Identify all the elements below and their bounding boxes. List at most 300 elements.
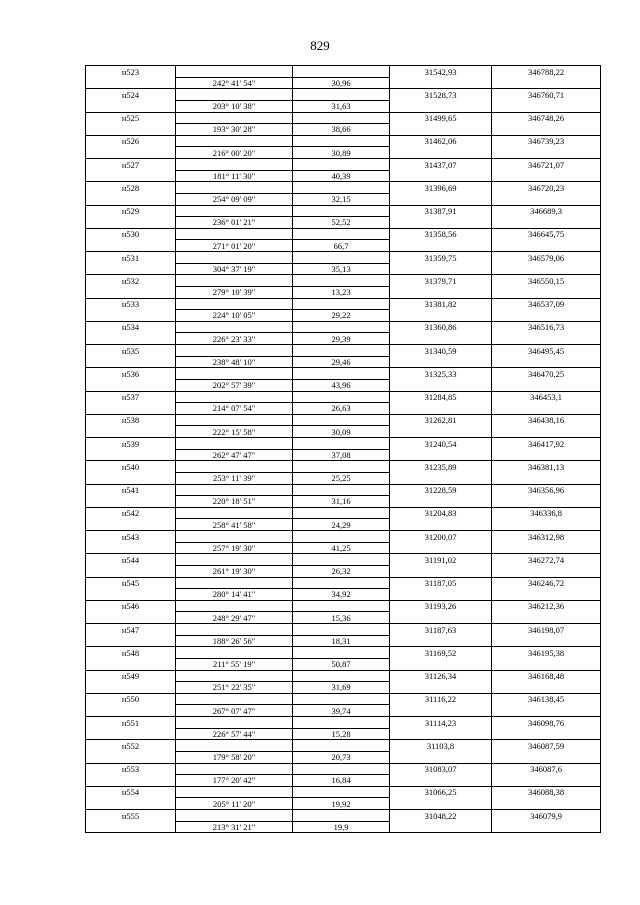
length-cell-empty (293, 89, 390, 101)
page-number: 829 (310, 38, 330, 53)
x-coordinate-cell: 31126,34 (390, 670, 492, 682)
x-coordinate-cell-cont (390, 635, 492, 647)
point-row (86, 554, 601, 566)
length-cell-empty (293, 368, 390, 380)
bearing-cell: 202° 57' 39" (176, 379, 293, 391)
x-coordinate-cell-cont (390, 100, 492, 112)
point-name-cell: н543 (86, 531, 176, 543)
length-cell: 31,69 (293, 682, 390, 694)
point-name-cell: н528 (86, 182, 176, 194)
span-row (86, 496, 601, 508)
length-cell-empty (293, 484, 390, 496)
length-cell: 35,13 (293, 263, 390, 275)
y-coordinate-cell: 346788,22 (492, 66, 601, 78)
point-name-cell-cont (86, 798, 176, 810)
y-coordinate-cell: 346470,25 (492, 368, 601, 380)
point-name-cell: н555 (86, 810, 176, 822)
bearing-cell: 261° 19' 30" (176, 565, 293, 577)
y-coordinate-cell-cont (492, 705, 601, 717)
length-cell-empty (293, 577, 390, 589)
bearing-cell-empty (176, 670, 293, 682)
point-name-cell-cont (86, 565, 176, 577)
x-coordinate-cell-cont (390, 124, 492, 136)
x-coordinate-cell: 31048,22 (390, 810, 492, 822)
point-row (86, 624, 601, 636)
span-row (86, 147, 601, 159)
length-cell: 19,92 (293, 798, 390, 810)
point-row (86, 321, 601, 333)
bearing-cell-empty (176, 438, 293, 450)
point-name-cell: н545 (86, 577, 176, 589)
point-name-cell: н549 (86, 670, 176, 682)
point-name-cell-cont (86, 240, 176, 252)
length-cell-empty (293, 647, 390, 659)
bearing-cell-empty (176, 414, 293, 426)
span-row (86, 472, 601, 484)
point-name-cell-cont (86, 217, 176, 229)
point-row (86, 391, 601, 403)
x-coordinate-cell-cont (390, 217, 492, 229)
length-cell-empty (293, 228, 390, 240)
point-name-cell: н533 (86, 298, 176, 310)
length-cell: 40,39 (293, 170, 390, 182)
bearing-cell-empty (176, 89, 293, 101)
bearing-cell: 257° 19' 30" (176, 542, 293, 554)
x-coordinate-cell-cont (390, 519, 492, 531)
point-row (86, 205, 601, 217)
point-name-cell-cont (86, 519, 176, 531)
length-cell: 13,23 (293, 286, 390, 298)
length-cell: 31,16 (293, 496, 390, 508)
y-coordinate-cell: 346438,16 (492, 414, 601, 426)
point-name-cell-cont (86, 728, 176, 740)
bearing-cell-empty (176, 810, 293, 822)
length-cell: 32,15 (293, 193, 390, 205)
y-coordinate-cell: 346689,3 (492, 205, 601, 217)
point-name-cell-cont (86, 589, 176, 601)
point-name-cell-cont (86, 77, 176, 89)
x-coordinate-cell: 31396,69 (390, 182, 492, 194)
bearing-cell-empty (176, 252, 293, 264)
length-cell: 30,89 (293, 147, 390, 159)
y-coordinate-cell: 346198,07 (492, 624, 601, 636)
point-row (86, 228, 601, 240)
y-coordinate-cell-cont (492, 658, 601, 670)
bearing-cell-empty (176, 66, 293, 78)
y-coordinate-cell-cont (492, 333, 601, 345)
bearing-cell-empty (176, 693, 293, 705)
x-coordinate-cell-cont (390, 263, 492, 275)
x-coordinate-cell: 31193,26 (390, 600, 492, 612)
y-coordinate-cell-cont (492, 496, 601, 508)
y-coordinate-cell-cont (492, 379, 601, 391)
length-cell-empty (293, 345, 390, 357)
length-cell: 20,73 (293, 751, 390, 763)
y-coordinate-cell: 346721,07 (492, 159, 601, 171)
x-coordinate-cell: 31200,07 (390, 531, 492, 543)
bearing-cell: 253° 11' 39" (176, 472, 293, 484)
bearing-cell: 205° 11' 20" (176, 798, 293, 810)
x-coordinate-cell: 31358,56 (390, 228, 492, 240)
length-cell: 31,63 (293, 100, 390, 112)
point-name-cell: н547 (86, 624, 176, 636)
span-row (86, 124, 601, 136)
point-row (86, 763, 601, 775)
bearing-cell-empty (176, 321, 293, 333)
length-cell: 16,84 (293, 775, 390, 787)
point-row (86, 414, 601, 426)
point-name-cell: н526 (86, 135, 176, 147)
point-row (86, 298, 601, 310)
y-coordinate-cell-cont (492, 519, 601, 531)
y-coordinate-cell: 346516,73 (492, 321, 601, 333)
point-name-cell-cont (86, 356, 176, 368)
length-cell-empty (293, 112, 390, 124)
point-name-cell: н539 (86, 438, 176, 450)
x-coordinate-cell: 31191,02 (390, 554, 492, 566)
x-coordinate-cell-cont (390, 682, 492, 694)
y-coordinate-cell: 346087,6 (492, 763, 601, 775)
length-cell: 29,22 (293, 310, 390, 322)
length-cell-empty (293, 600, 390, 612)
span-row (86, 682, 601, 694)
y-coordinate-cell-cont (492, 124, 601, 136)
point-name-cell-cont (86, 147, 176, 159)
length-cell-empty (293, 624, 390, 636)
length-cell: 41,25 (293, 542, 390, 554)
point-row (86, 647, 601, 659)
x-coordinate-cell-cont (390, 542, 492, 554)
span-row (86, 728, 601, 740)
length-cell-empty (293, 740, 390, 752)
bearing-cell: 248° 29' 47" (176, 612, 293, 624)
length-cell-empty (293, 531, 390, 543)
length-cell-empty (293, 763, 390, 775)
point-name-cell-cont (86, 705, 176, 717)
x-coordinate-cell-cont (390, 589, 492, 601)
bearing-cell-empty (176, 531, 293, 543)
y-coordinate-cell: 346760,71 (492, 89, 601, 101)
point-name-cell: н524 (86, 89, 176, 101)
y-coordinate-cell-cont (492, 635, 601, 647)
x-coordinate-cell: 31103,8 (390, 740, 492, 752)
span-row (86, 821, 601, 833)
bearing-cell-empty (176, 647, 293, 659)
bearing-cell-empty (176, 391, 293, 403)
bearing-cell: 280° 14' 41" (176, 589, 293, 601)
span-row (86, 217, 601, 229)
point-name-cell-cont (86, 612, 176, 624)
point-name-cell-cont (86, 635, 176, 647)
span-row (86, 100, 601, 112)
point-name-cell: н537 (86, 391, 176, 403)
bearing-cell-empty (176, 205, 293, 217)
x-coordinate-cell-cont (390, 379, 492, 391)
point-name-cell: н527 (86, 159, 176, 171)
point-row (86, 740, 601, 752)
point-name-cell-cont (86, 379, 176, 391)
point-name-cell-cont (86, 170, 176, 182)
length-cell: 30,09 (293, 426, 390, 438)
y-coordinate-cell-cont (492, 100, 601, 112)
y-coordinate-cell: 346495,45 (492, 345, 601, 357)
y-coordinate-cell-cont (492, 565, 601, 577)
point-name-cell: н546 (86, 600, 176, 612)
bearing-cell: 213° 31' 21" (176, 821, 293, 833)
bearing-cell: 242° 41' 54" (176, 77, 293, 89)
x-coordinate-cell: 31360,86 (390, 321, 492, 333)
length-cell-empty (293, 670, 390, 682)
bearing-cell: 254° 09' 09" (176, 193, 293, 205)
x-coordinate-cell-cont (390, 356, 492, 368)
length-cell: 66,7 (293, 240, 390, 252)
length-cell-empty (293, 461, 390, 473)
point-row (86, 135, 601, 147)
point-name-cell: н534 (86, 321, 176, 333)
point-row (86, 159, 601, 171)
y-coordinate-cell: 346212,36 (492, 600, 601, 612)
y-coordinate-cell: 346098,76 (492, 717, 601, 729)
point-name-cell: н552 (86, 740, 176, 752)
x-coordinate-cell-cont (390, 426, 492, 438)
bearing-cell: 226° 57' 44" (176, 728, 293, 740)
y-coordinate-cell: 346087,59 (492, 740, 601, 752)
x-coordinate-cell-cont (390, 751, 492, 763)
length-cell-empty (293, 693, 390, 705)
x-coordinate-cell-cont (390, 658, 492, 670)
bearing-cell: 222° 15' 58" (176, 426, 293, 438)
y-coordinate-cell-cont (492, 589, 601, 601)
y-coordinate-cell-cont (492, 612, 601, 624)
x-coordinate-cell: 31381,82 (390, 298, 492, 310)
point-name-cell: н541 (86, 484, 176, 496)
point-name-cell: н535 (86, 345, 176, 357)
bearing-cell: 193° 30' 28" (176, 124, 293, 136)
x-coordinate-cell: 31499,65 (390, 112, 492, 124)
length-cell: 38,66 (293, 124, 390, 136)
y-coordinate-cell: 346537,09 (492, 298, 601, 310)
bearing-cell-empty (176, 786, 293, 798)
point-name-cell: н553 (86, 763, 176, 775)
x-coordinate-cell-cont (390, 565, 492, 577)
length-cell: 29,39 (293, 333, 390, 345)
point-row (86, 461, 601, 473)
point-name-cell: н550 (86, 693, 176, 705)
span-row (86, 426, 601, 438)
length-cell: 26,63 (293, 403, 390, 415)
y-coordinate-cell: 346720,23 (492, 182, 601, 194)
y-coordinate-cell-cont (492, 775, 601, 787)
span-row (86, 333, 601, 345)
span-row (86, 612, 601, 624)
span-row (86, 751, 601, 763)
y-coordinate-cell-cont (492, 728, 601, 740)
point-row (86, 670, 601, 682)
length-cell: 26,32 (293, 565, 390, 577)
bearing-cell: 177° 20' 42" (176, 775, 293, 787)
x-coordinate-cell: 31187,63 (390, 624, 492, 636)
x-coordinate-cell: 31235,89 (390, 461, 492, 473)
x-coordinate-cell-cont (390, 193, 492, 205)
length-cell-empty (293, 321, 390, 333)
length-cell: 24,29 (293, 519, 390, 531)
point-name-cell: н523 (86, 66, 176, 78)
x-coordinate-cell-cont (390, 821, 492, 833)
y-coordinate-cell-cont (492, 542, 601, 554)
point-name-cell: н551 (86, 717, 176, 729)
bearing-cell: 267° 07' 47" (176, 705, 293, 717)
y-coordinate-cell: 346246,72 (492, 577, 601, 589)
y-coordinate-cell-cont (492, 426, 601, 438)
x-coordinate-cell: 31462,06 (390, 135, 492, 147)
x-coordinate-cell-cont (390, 170, 492, 182)
bearing-cell: 226° 23' 33" (176, 333, 293, 345)
point-name-cell-cont (86, 124, 176, 136)
bearing-cell-empty (176, 507, 293, 519)
point-name-cell: н542 (86, 507, 176, 519)
bearing-cell-empty (176, 740, 293, 752)
x-coordinate-cell: 31359,75 (390, 252, 492, 264)
bearing-cell-empty (176, 461, 293, 473)
x-coordinate-cell: 31262,81 (390, 414, 492, 426)
span-row (86, 519, 601, 531)
x-coordinate-cell: 31542,93 (390, 66, 492, 78)
x-coordinate-cell-cont (390, 240, 492, 252)
bearing-cell: 179° 58' 20" (176, 751, 293, 763)
span-row (86, 310, 601, 322)
bearing-cell-empty (176, 763, 293, 775)
length-cell: 15,36 (293, 612, 390, 624)
x-coordinate-cell: 31114,23 (390, 717, 492, 729)
bearing-cell-empty (176, 600, 293, 612)
length-cell: 43,96 (293, 379, 390, 391)
point-name-cell-cont (86, 449, 176, 461)
y-coordinate-cell: 346168,48 (492, 670, 601, 682)
span-row (86, 449, 601, 461)
bearing-cell-empty (176, 484, 293, 496)
length-cell-empty (293, 391, 390, 403)
bearing-cell: 236° 01' 21" (176, 217, 293, 229)
point-name-cell-cont (86, 193, 176, 205)
point-row (86, 438, 601, 450)
y-coordinate-cell: 346381,13 (492, 461, 601, 473)
bearing-cell-empty (176, 159, 293, 171)
length-cell-empty (293, 275, 390, 287)
length-cell: 37,08 (293, 449, 390, 461)
bearing-cell-empty (176, 135, 293, 147)
y-coordinate-cell: 346748,26 (492, 112, 601, 124)
y-coordinate-cell: 346739,23 (492, 135, 601, 147)
x-coordinate-cell-cont (390, 147, 492, 159)
length-cell: 52,52 (293, 217, 390, 229)
span-row (86, 263, 601, 275)
length-cell: 19,9 (293, 821, 390, 833)
point-name-cell: н538 (86, 414, 176, 426)
point-row (86, 89, 601, 101)
x-coordinate-cell-cont (390, 333, 492, 345)
x-coordinate-cell: 31187,05 (390, 577, 492, 589)
point-row (86, 112, 601, 124)
length-cell: 29,46 (293, 356, 390, 368)
bearing-cell-empty (176, 182, 293, 194)
y-coordinate-cell: 346336,8 (492, 507, 601, 519)
coordinates-table-body (86, 66, 601, 833)
point-name-cell-cont (86, 286, 176, 298)
y-coordinate-cell: 346079,9 (492, 810, 601, 822)
x-coordinate-cell-cont (390, 728, 492, 740)
x-coordinate-cell: 31169,52 (390, 647, 492, 659)
x-coordinate-cell-cont (390, 77, 492, 89)
length-cell-empty (293, 810, 390, 822)
x-coordinate-cell-cont (390, 496, 492, 508)
point-name-cell-cont (86, 426, 176, 438)
x-coordinate-cell: 31340,59 (390, 345, 492, 357)
point-name-cell-cont (86, 263, 176, 275)
y-coordinate-cell-cont (492, 240, 601, 252)
length-cell-empty (293, 507, 390, 519)
y-coordinate-cell-cont (492, 821, 601, 833)
y-coordinate-cell-cont (492, 356, 601, 368)
bearing-cell-empty (176, 228, 293, 240)
bearing-cell-empty (176, 345, 293, 357)
x-coordinate-cell-cont (390, 798, 492, 810)
x-coordinate-cell: 31387,91 (390, 205, 492, 217)
span-row (86, 356, 601, 368)
span-row (86, 403, 601, 415)
length-cell-empty (293, 66, 390, 78)
span-row (86, 542, 601, 554)
length-cell-empty (293, 414, 390, 426)
point-row (86, 507, 601, 519)
bearing-cell: 220° 18' 51" (176, 496, 293, 508)
bearing-cell: 211° 55' 19" (176, 658, 293, 670)
length-cell-empty (293, 717, 390, 729)
y-coordinate-cell-cont (492, 193, 601, 205)
bearing-cell-empty (176, 554, 293, 566)
point-row (86, 275, 601, 287)
y-coordinate-cell-cont (492, 286, 601, 298)
bearing-cell: 181° 11' 30" (176, 170, 293, 182)
point-name-cell: н532 (86, 275, 176, 287)
bearing-cell: 271° 01' 20" (176, 240, 293, 252)
length-cell-empty (293, 182, 390, 194)
x-coordinate-cell: 31083,07 (390, 763, 492, 775)
bearing-cell: 224° 10' 05" (176, 310, 293, 322)
y-coordinate-cell-cont (492, 682, 601, 694)
point-name-cell: н540 (86, 461, 176, 473)
bearing-cell: 203° 10' 38" (176, 100, 293, 112)
y-coordinate-cell-cont (492, 147, 601, 159)
point-name-cell-cont (86, 403, 176, 415)
length-cell-empty (293, 159, 390, 171)
point-name-cell: н525 (86, 112, 176, 124)
x-coordinate-cell-cont (390, 775, 492, 787)
x-coordinate-cell-cont (390, 705, 492, 717)
y-coordinate-cell: 346312,98 (492, 531, 601, 543)
point-name-cell-cont (86, 100, 176, 112)
point-row (86, 717, 601, 729)
bearing-cell-empty (176, 368, 293, 380)
span-row (86, 170, 601, 182)
point-row (86, 484, 601, 496)
point-name-cell: н531 (86, 252, 176, 264)
span-row (86, 635, 601, 647)
y-coordinate-cell-cont (492, 798, 601, 810)
bearing-cell: 279° 10' 39" (176, 286, 293, 298)
x-coordinate-cell-cont (390, 472, 492, 484)
span-row (86, 775, 601, 787)
y-coordinate-cell-cont (492, 310, 601, 322)
